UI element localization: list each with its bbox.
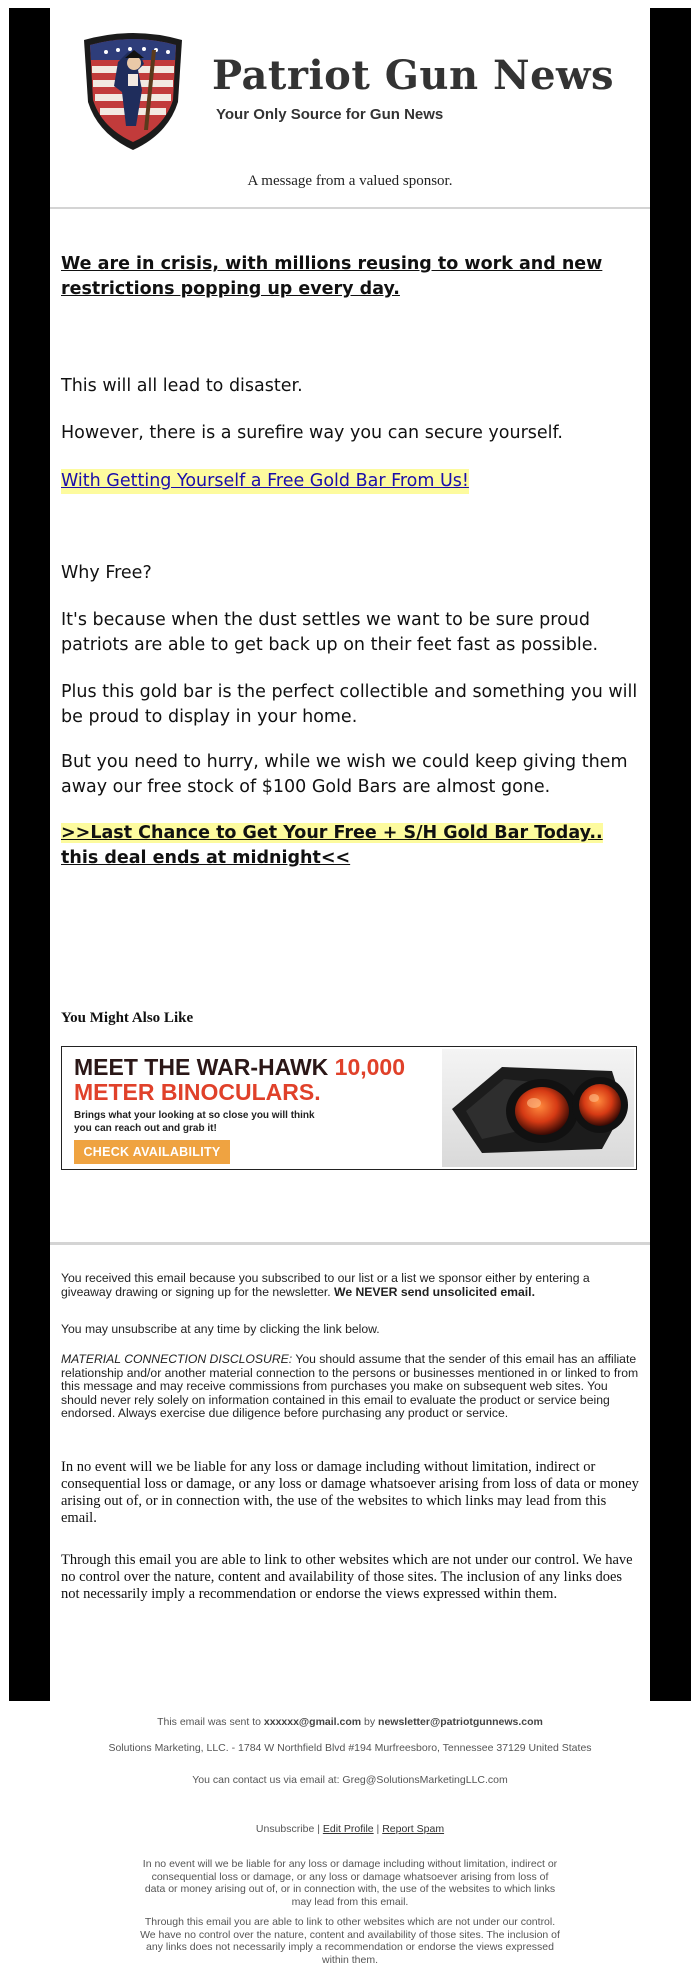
unsubscribe-note: You may unsubscribe at any time by clicking the link below. — [61, 1322, 380, 1336]
you-might-also-like-title: You Might Also Like — [61, 1010, 194, 1026]
brand-title: Patriot Gun News — [212, 52, 614, 99]
patriot-shield-logo — [78, 30, 188, 154]
footer-links-disclaimer: Through this email you are able to link to other websites which are not under our control. We have no control over the nature, content and availability of those sites. The inclusion of any links does not necessarily imply a recommendation or endorse the views expressed within them. — [140, 1916, 560, 1966]
paragraph: Plus this gold bar is the perfect collectible and something you will be proud to display in your home. — [61, 682, 638, 727]
paragraph: Why Free? — [61, 563, 152, 583]
footer-liability-disclaimer: In no event will we be liable for any loss or damage including without limitation, indirect or consequential loss or damage, or any loss or damage whatsoever arising from loss of data or money arising out of, or in connection with, the use of the websites to which links may lead from this email. — [142, 1858, 558, 1908]
paragraph: However, there is a surefire way you can secure yourself. — [61, 423, 563, 443]
paragraph: It's because when the dust settles we want to be sure proud patriots are able to get back up on their feet fast as possible. — [61, 610, 599, 655]
footer-links: Unsubscribe | Edit Profile | Report Spam — [255, 1823, 445, 1835]
brand-subtitle: Your Only Source for Gun News — [216, 106, 444, 123]
report-spam-link[interactable]: Report Spam — [382, 1823, 445, 1835]
cta-line-2: this deal ends at midnight<< — [61, 848, 351, 868]
company-address: Solutions Marketing, LLC. - 1784 W Northfield Blvd #194 Murfreesboro, Tennessee 37129 United States — [108, 1742, 592, 1754]
material-connection-disclosure: MATERIAL CONNECTION DISCLOSURE: You should assume that the sender of this email has an affiliate relationship and/or another material connection to the persons or businesses mentioned in or linked to from this message and may receive commissions from purchases you make on subsequent web sites. You should never rely solely on information contained in this email to evaluate the product or service being endorsed. Always exercise due diligence before purchasing any product or service. — [61, 1352, 639, 1420]
banner-heading: MEET THE WAR-HAWK 10,000 METER BINOCULARS. — [74, 1054, 406, 1105]
divider — [50, 1242, 650, 1245]
headline: We are in crisis, with millions reusing to work and new restrictions popping up every day. — [61, 254, 603, 299]
last-chance-cta-link[interactable] — [61, 821, 641, 871]
free-gold-bar-link[interactable]: With Getting Yourself a Free Gold Bar From Us! — [61, 469, 469, 494]
cta-line-1: >>Last Chance to Get Your Free + S/H Gold Bar Today.. — [61, 823, 603, 843]
paragraph: But you need to hurry, while we wish we could keep giving them away our free stock of $100 Gold Bars are almost gone. — [61, 752, 628, 797]
subscription-notice: You received this email because you subscribed to our list or a list we sponsor either by entering a giveaway drawing or signing up for the newsletter. We NEVER send unsolicited email. — [61, 1271, 590, 1299]
sent-to-line: This email was sent to xxxxxx@gmail.com by newsletter@patriotgunnews.com — [157, 1716, 543, 1728]
edit-profile-link[interactable]: Edit Profile — [322, 1823, 374, 1835]
check-availability-button[interactable]: CHECK AVAILABILITY — [74, 1140, 230, 1164]
binoculars-ad-banner[interactable] — [61, 1046, 637, 1170]
divider — [50, 207, 650, 209]
sponsor-line: A message from a valued sponsor. — [247, 173, 453, 189]
external-links-disclaimer: Through this email you are able to link to other websites which are not under our control. We have no control over the nature, content and availability of those sites. The inclusion of any links does not necessarily imply a recommendation or endorse the views expressed within them. — [61, 1552, 633, 1602]
unsubscribe-link[interactable]: Unsubscribe — [255, 1823, 315, 1835]
binoculars-icon — [442, 1049, 634, 1167]
liability-disclaimer: In no event will we be liable for any loss or damage including without limitation, indirect or consequential loss or damage, or any loss or damage whatsoever arising from loss of data or money arising out of, or in connection with, the use of the websites to which links may lead from this email. — [61, 1459, 639, 1526]
email-body — [50, 8, 650, 1701]
paragraph: This will all lead to disaster. — [61, 376, 303, 396]
banner-description: Brings what your looking at so close you will think you can reach out and grab it! — [74, 1110, 315, 1134]
contact-line: You can contact us via email at: Greg@SolutionsMarketingLLC.com — [192, 1774, 508, 1786]
email-frame — [9, 8, 691, 1701]
